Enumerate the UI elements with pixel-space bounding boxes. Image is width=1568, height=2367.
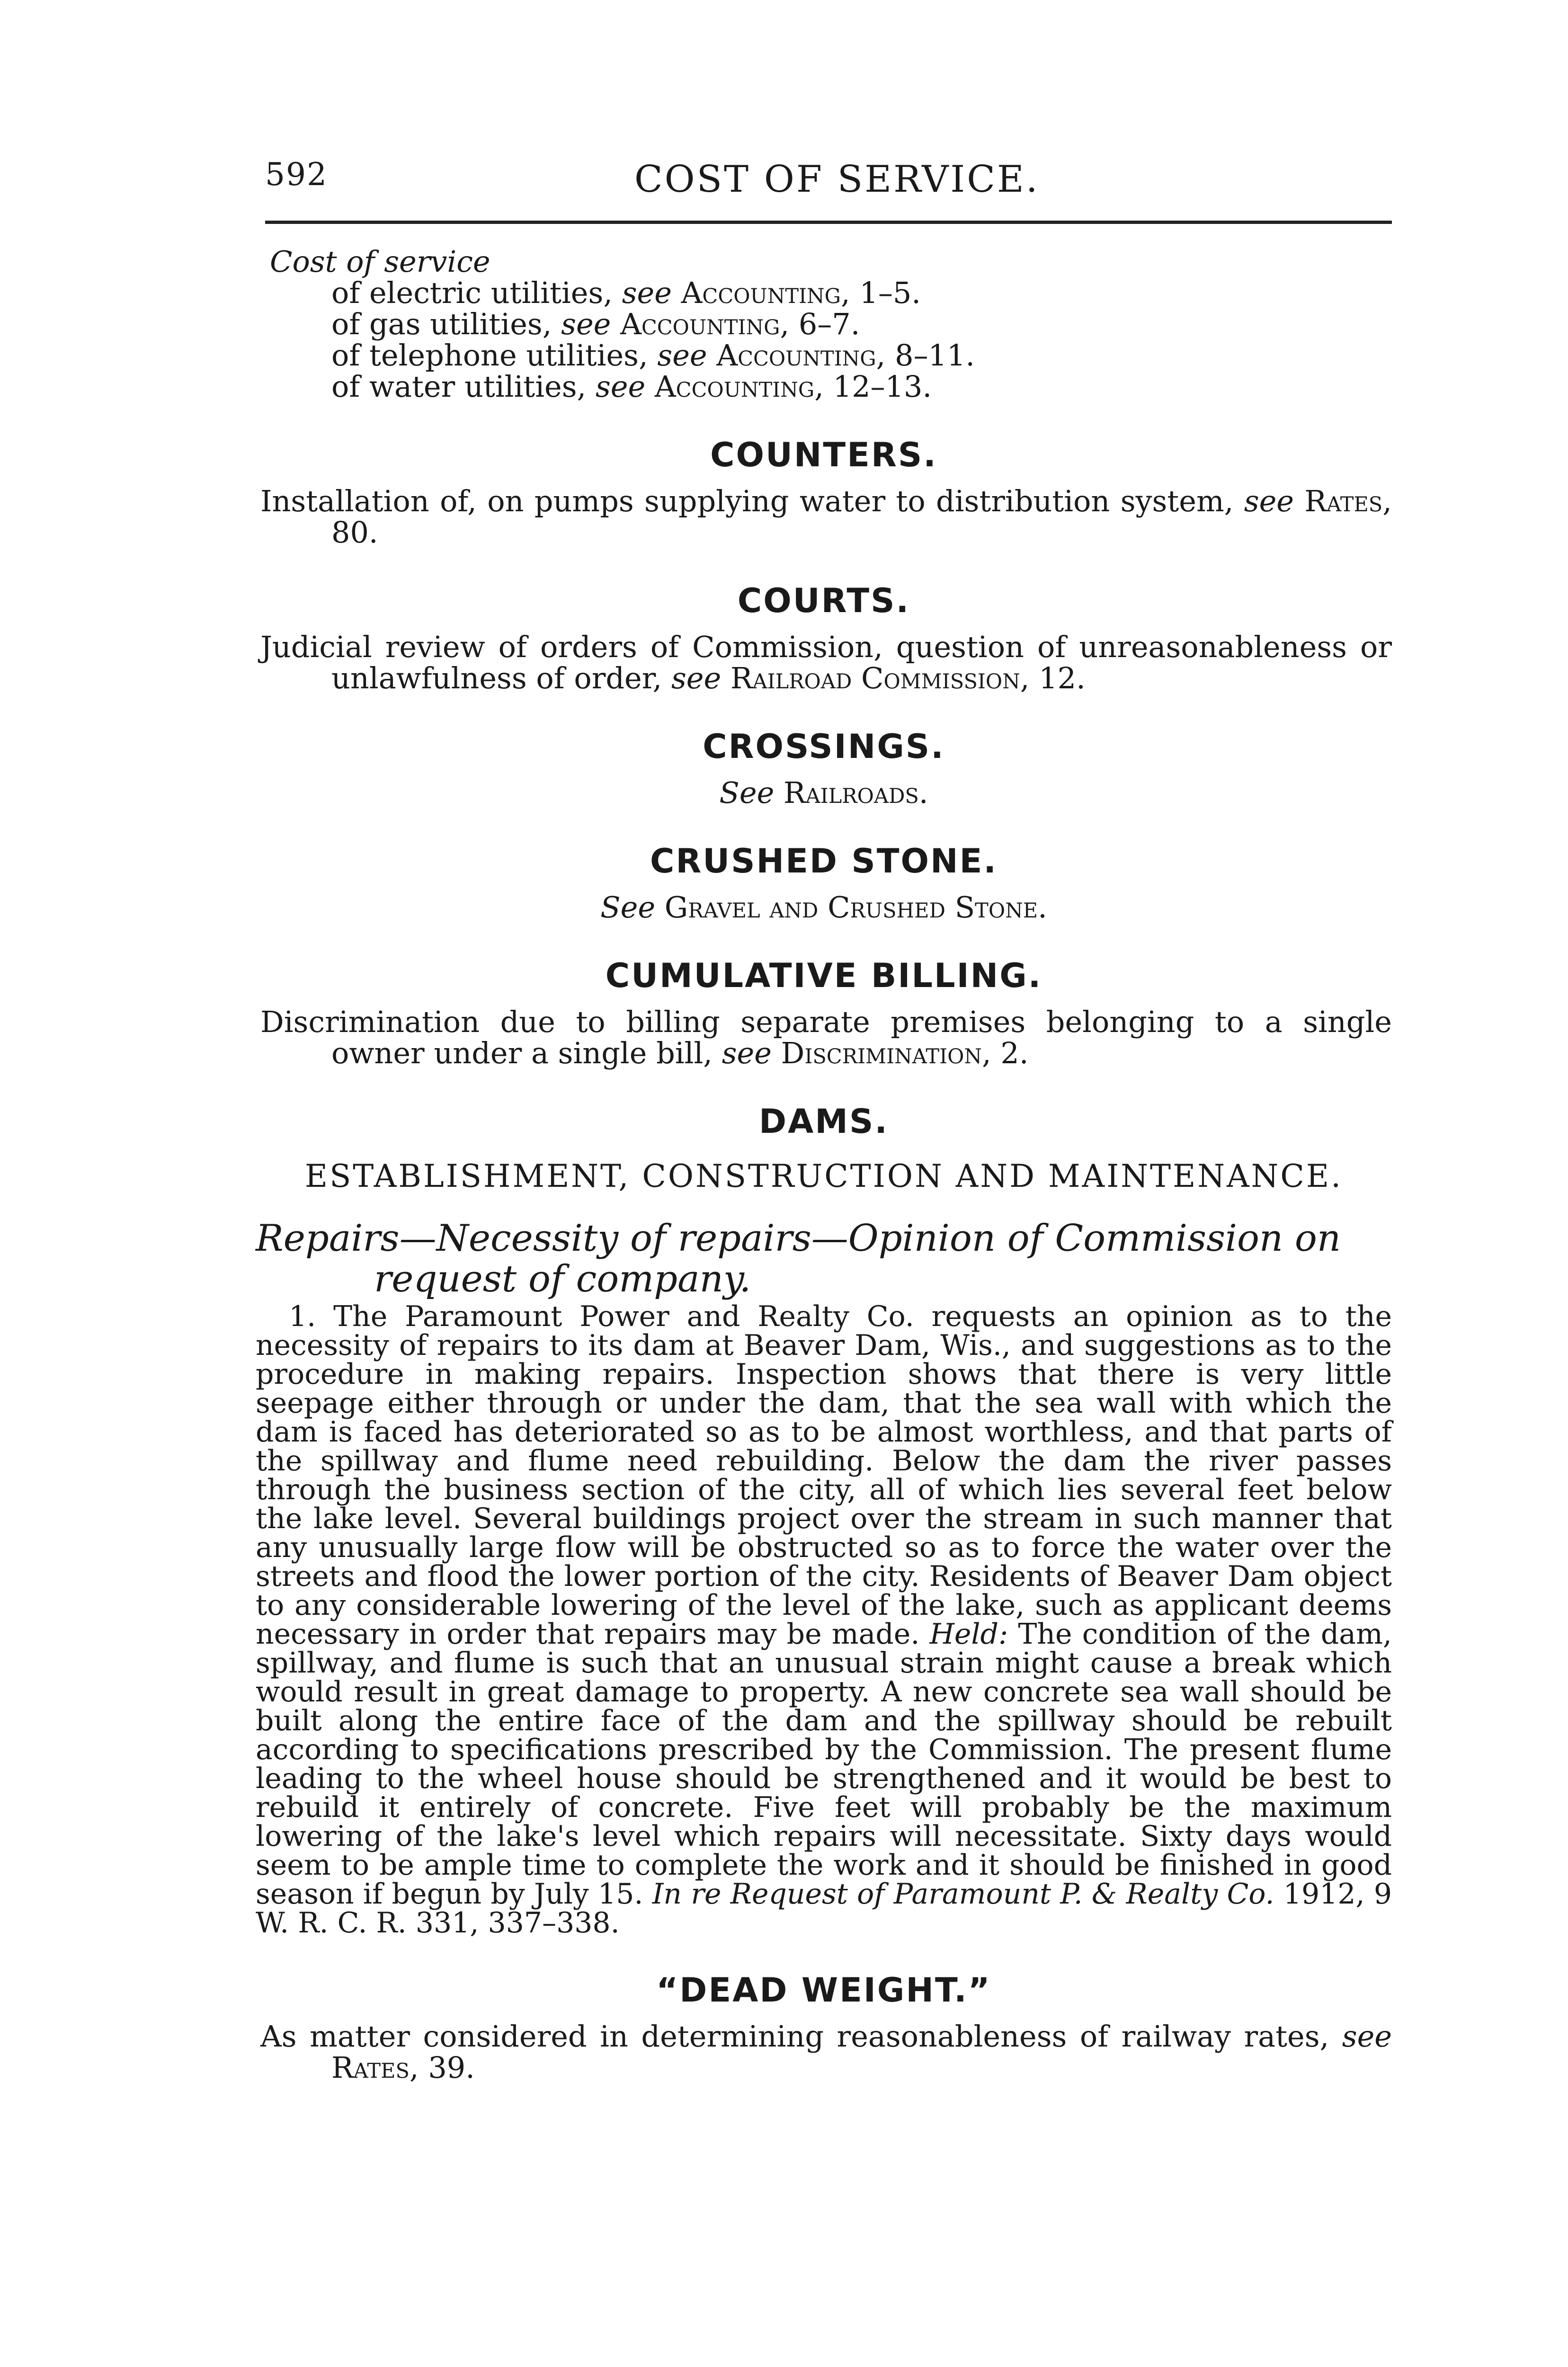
paragraph-dams-repairs: 1. The Paramount Power and Realty Co. requests an opinion as to the necessity of repairs to its dam at Beaver Dam, Wis., and suggestions as to the procedure in making repairs. Inspection shows that there is very little seepage either through or under the dam, that the sea wall with which the dam is faced has deteriorated so as to be almost worthless, and that parts of the spillway and flume need rebuilding. Below the dam the river passes through the business section of the city, all of which lies several feet below the lake level. Several buildings project over the stream in such manner that any unusually large flow will be obstructed so as to force the water over the streets and flood the lower portion of the city. Residents of Beaver Dam object to any considerable lowering of the level of the lake, such as applicant deems necessary in order that repairs may be made. Held: The condition of the dam, spillway, and flume is such that an unusual strain might cause a break which would result in great damage to property. A new concrete sea wall should be built along the entire face of the dam and the spillway should be rebuilt according to specifications prescribed by the Commission. The present flume leading to the wheel house should be strengthened and it would be best to rebuild it entirely of concrete. Five feet will probably be the maximum lowering of the lake's level which repairs will necessitate. Sixty days would seem to be ample time to complete the work and it should be finished in good season if begun by July 15. In re Request of Paramount P. & Realty Co. 1912, 9 W. R. C. R. 331, 337–338.: [256, 1300, 1392, 1940]
heading-crushed-stone: CRUSHED STONE.: [650, 842, 998, 881]
topic-repairs: Repairs—Necessity of repairs—Opinion of Commission on request of company.: [256, 1217, 1341, 1300]
index-content: [256, 246, 1392, 2083]
entry-cumulative-billing: Discrimination due to billing separate premises belonging to a single owner under a single bill, see Discrimination, 2.: [260, 1005, 1392, 1070]
heading-courts: COURTS.: [737, 581, 910, 620]
entry-dead-weight: As matter considered in determining reasonableness of railway rates, see Rates, 39.: [260, 2019, 1392, 2085]
entry-crushed-stone: See Gravel and Crushed Stone.: [600, 890, 1047, 925]
cost-entry-telephone: of telephone utilities, see Accounting, 8–11.: [331, 338, 975, 373]
heading-counters: COUNTERS.: [710, 436, 937, 474]
heading-dead-weight: “DEAD WEIGHT.”: [656, 1971, 991, 2010]
cost-entry-gas: of gas utilities, see Accounting, 6–7.: [331, 307, 860, 341]
heading-cumulative-billing: CUMULATIVE BILLING.: [605, 956, 1042, 995]
entry-courts: Judicial review of orders of Commission, question of unreasonableness or unlawfulness of order, see Railroad Commission, 12.: [260, 630, 1392, 695]
entry-counters: Installation of, on pumps supplying water to distribution system, see Rates, 80.: [260, 484, 1392, 550]
running-title: COST OF SERVICE.: [634, 158, 1040, 201]
heading-crossings: CROSSINGS.: [703, 727, 945, 766]
header-rule: [265, 221, 1392, 224]
subheading-dams: ESTABLISHMENT, CONSTRUCTION AND MAINTENANCE.: [304, 1158, 1343, 1194]
cost-entry-water: of water utilities, see Accounting, 12–13.: [331, 369, 932, 404]
entry-crossings: See Railroads.: [719, 775, 928, 810]
cost-of-service-lead: Cost of service: [270, 244, 490, 279]
page-number: 592: [265, 156, 328, 193]
page-header: [265, 151, 1392, 222]
heading-dams: DAMS.: [759, 1102, 889, 1141]
cost-entry-electric: of electric utilities, see Accounting, 1–5.: [331, 276, 921, 310]
